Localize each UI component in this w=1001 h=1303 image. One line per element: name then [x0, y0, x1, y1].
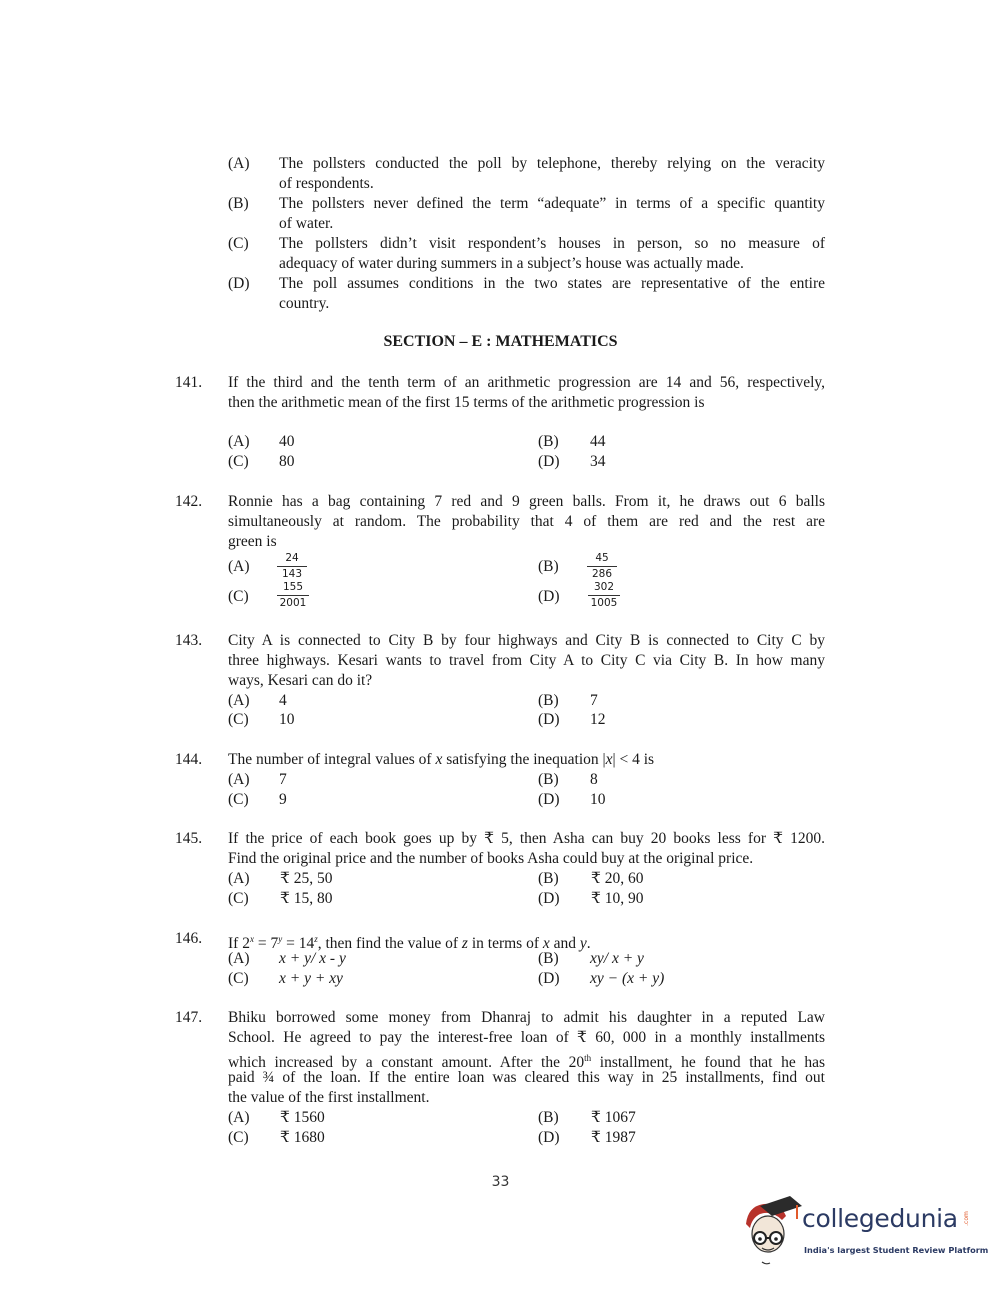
- option-label: (A): [228, 950, 250, 967]
- question-number: 145.: [175, 830, 203, 847]
- question-text: Ronnie has a bag containing 7 red and 9 green balls. From it, he draws out 6 balls: [228, 493, 825, 510]
- exponent: y: [278, 934, 283, 944]
- option-label: (A): [228, 1109, 250, 1126]
- option-value: 7: [279, 771, 287, 788]
- fraction-denominator: 1005: [590, 597, 618, 609]
- fraction-denominator: 286: [591, 568, 613, 580]
- option-value: 7: [590, 692, 598, 709]
- fraction-numerator: 45: [587, 552, 617, 567]
- option-value: xy/ x + y: [590, 950, 644, 967]
- option-value: ₹ 10, 90: [591, 890, 644, 907]
- question-text: paid ¾ of the loan. If the entire loan was cleared this way in 25 installments, find out: [228, 1069, 825, 1086]
- option-value: ₹ 20, 60: [591, 870, 644, 887]
- option-label: (C): [228, 453, 249, 470]
- question-number: 147.: [175, 1009, 203, 1026]
- option-label: (B): [538, 771, 559, 788]
- text-segment: = 7: [253, 935, 279, 953]
- text-segment: satisfying the inequation |: [442, 751, 606, 768]
- option-value: 4: [279, 692, 287, 709]
- option-value: 8: [590, 771, 598, 788]
- option-label: (B): [538, 558, 559, 575]
- option-label: (A): [228, 692, 250, 709]
- math-variable: y: [579, 935, 587, 953]
- option-label: (B): [538, 433, 559, 450]
- page-number: 33: [491, 1174, 510, 1190]
- question-text: three highways. Kesari wants to travel from City A to City C via City B. In how many: [228, 652, 825, 669]
- text-segment: If 2: [228, 935, 250, 953]
- option-text: The pollsters conducted the poll by telephone, thereby relying on the veracity: [279, 155, 825, 172]
- exponent: z: [314, 934, 318, 944]
- math-variable: x: [435, 751, 443, 768]
- fraction: [277, 581, 309, 610]
- option-value: 12: [590, 711, 606, 728]
- option-text: adequacy of water during summers in a subject’s house was actually made.: [279, 255, 744, 272]
- option-value: x + y + xy: [279, 970, 343, 987]
- fraction-numerator: 155: [277, 581, 309, 596]
- text-segment: and: [549, 935, 580, 953]
- option-label: (B): [538, 692, 559, 709]
- option-label: (A): [228, 433, 250, 450]
- question-number: 143.: [175, 632, 203, 649]
- text-segment: installment, he found that he has: [591, 1054, 825, 1072]
- option-value: 40: [279, 433, 295, 450]
- text-segment: which increased by a constant amount. After the 20: [228, 1054, 585, 1072]
- question-text: School. He agreed to pay the interest-free loan of ₹ 60, 000 in a monthly installments: [228, 1029, 825, 1046]
- option-value: 80: [279, 453, 295, 470]
- question-text: ways, Kesari can do it?: [228, 672, 373, 689]
- question-text: then the arithmetic mean of the first 15 terms of the arithmetic progression is: [228, 394, 705, 411]
- math-variable: x: [605, 751, 613, 768]
- option-value: 10: [279, 711, 295, 728]
- option-value: 34: [590, 453, 606, 470]
- question-text: [228, 750, 654, 770]
- option-label: (A): [228, 870, 250, 887]
- option-label: (C): [228, 235, 249, 252]
- fraction-denominator: 2001: [279, 597, 307, 609]
- question-text: City A is connected to City B by four highways and City B is connected to City C by: [228, 632, 825, 649]
- question-text: If the third and the tenth term of an arithmetic progression are 14 and 56, respectively,: [228, 374, 825, 391]
- option-label: (B): [538, 1109, 559, 1126]
- option-value: ₹ 1987: [591, 1129, 636, 1146]
- math-variable: z: [461, 935, 468, 953]
- option-label: (A): [228, 155, 250, 172]
- logo-domain: .com: [962, 1211, 970, 1226]
- option-label: (D): [538, 890, 560, 907]
- option-label: (D): [538, 453, 560, 470]
- text-segment: = 14: [282, 935, 315, 953]
- logo-wordmark: collegedunia: [802, 1204, 958, 1233]
- option-label: (A): [228, 771, 250, 788]
- option-label: (C): [228, 890, 249, 907]
- question-text: the value of the first installment.: [228, 1089, 430, 1106]
- question-number: 142.: [175, 493, 203, 510]
- option-text: The pollsters didn’t visit respondent’s houses in person, so no measure of: [279, 235, 825, 252]
- question-text: Bhiku borrowed some money from Dhanraj to admit his daughter in a reputed Law: [228, 1009, 825, 1026]
- fraction-numerator: 24: [277, 552, 307, 567]
- question-text: green is: [228, 533, 277, 550]
- option-label: (C): [228, 588, 249, 605]
- math-variable: x: [542, 935, 550, 953]
- option-text: The pollsters never defined the term “adequate” in terms of a specific quantity: [279, 195, 825, 212]
- option-label: (B): [538, 870, 559, 887]
- option-value: 44: [590, 433, 606, 450]
- text-segment: .: [586, 935, 591, 953]
- option-label: (D): [538, 970, 560, 987]
- option-value: 10: [590, 791, 606, 808]
- section-heading: SECTION – E : MATHEMATICS: [383, 333, 618, 350]
- option-label: (D): [538, 711, 560, 728]
- fraction: [587, 552, 617, 581]
- text-segment: , then find the value of: [317, 935, 462, 953]
- option-value: ₹ 1560: [280, 1109, 325, 1126]
- option-label: (C): [228, 1129, 249, 1146]
- question-text: Find the original price and the number of books Asha could buy at the original price.: [228, 850, 754, 867]
- logo-tagline: India's largest Student Review Platform: [804, 1245, 989, 1255]
- fraction-numerator: 302: [588, 581, 620, 596]
- fraction-denominator: 143: [281, 568, 303, 580]
- option-label: (D): [538, 588, 560, 605]
- option-text: of respondents.: [279, 175, 374, 192]
- exponent: x: [249, 934, 254, 944]
- option-value: x + y/ x - y: [279, 950, 346, 967]
- text-segment: | < 4 is: [612, 751, 655, 768]
- option-label: (B): [538, 950, 559, 967]
- question-text: If the price of each book goes up by ₹ 5, then Asha can buy 20 books less for ₹ 1200.: [228, 830, 825, 847]
- fraction: [588, 581, 620, 610]
- option-value: xy − (x + y): [590, 970, 665, 987]
- text-segment: The number of integral values of: [228, 751, 436, 768]
- question-number: 144.: [175, 751, 203, 768]
- option-text: The poll assumes conditions in the two states are representative of the entire: [279, 275, 825, 292]
- option-value: ₹ 15, 80: [280, 890, 333, 907]
- question-number: 146.: [175, 930, 203, 947]
- option-label: (D): [228, 275, 250, 292]
- option-label: (C): [228, 791, 249, 808]
- question-number: 141.: [175, 374, 203, 391]
- question-text: simultaneously at random. The probability that 4 of them are red and the rest are: [228, 513, 825, 530]
- option-label: (C): [228, 970, 249, 987]
- option-value: 9: [279, 791, 287, 808]
- fraction: [277, 552, 307, 581]
- option-value: ₹ 1680: [280, 1129, 325, 1146]
- option-value: ₹ 25, 50: [280, 870, 333, 887]
- option-label: (C): [228, 711, 249, 728]
- option-value: ₹ 1067: [591, 1109, 636, 1126]
- option-label: (D): [538, 791, 560, 808]
- text-segment: in terms of: [467, 935, 543, 953]
- option-label: (A): [228, 558, 250, 575]
- option-label: (D): [538, 1129, 560, 1146]
- option-text: of water.: [279, 215, 334, 232]
- option-label: (B): [228, 195, 249, 212]
- option-text: country.: [279, 295, 330, 312]
- ordinal-suffix: th: [584, 1053, 592, 1063]
